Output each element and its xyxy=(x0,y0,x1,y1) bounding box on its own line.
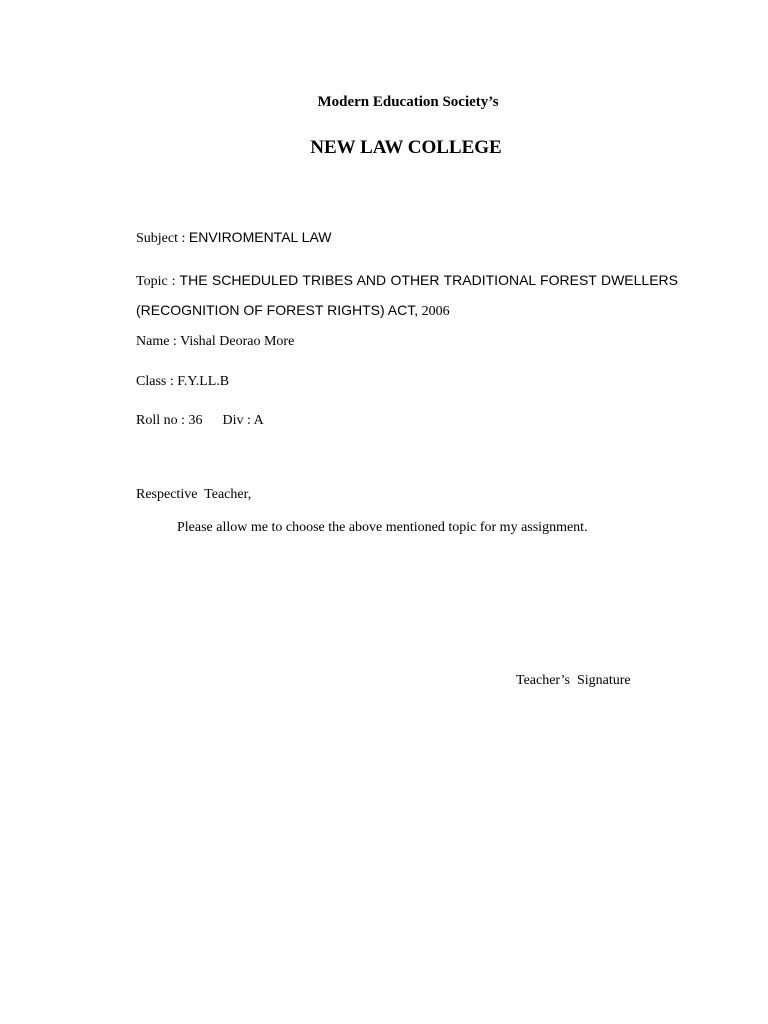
roll-number: Roll no : 36 xyxy=(136,413,203,428)
topic-line xyxy=(136,266,678,326)
society-name: Modern Education Society’s xyxy=(317,94,499,110)
subject-label: Subject : xyxy=(136,231,189,246)
request-text: Please allow me to choose the above mentioned topic for my assignment. xyxy=(177,520,588,535)
topic-label: Topic : xyxy=(136,274,180,289)
subject-value: ENVIROMENTAL LAW xyxy=(188,229,332,245)
topic-year: 2006 xyxy=(418,304,450,319)
roll-div-line xyxy=(136,413,264,429)
subject-line xyxy=(136,229,332,247)
division: Div : A xyxy=(222,413,264,428)
student-class: Class : F.Y.LL.B xyxy=(136,374,230,389)
college-name: NEW LAW COLLEGE xyxy=(310,137,502,158)
topic-value: THE SCHEDULED TRIBES AND OTHER TRADITIONAL FOREST DWELLERS (RECOGNITION OF FOREST RIGHTS) ACT, xyxy=(136,272,678,318)
student-name: Name : Vishal Deorao More xyxy=(136,334,295,349)
salutation: Respective Teacher, xyxy=(136,487,252,502)
teacher-signature-label: Teacher’s Signature xyxy=(516,673,631,688)
